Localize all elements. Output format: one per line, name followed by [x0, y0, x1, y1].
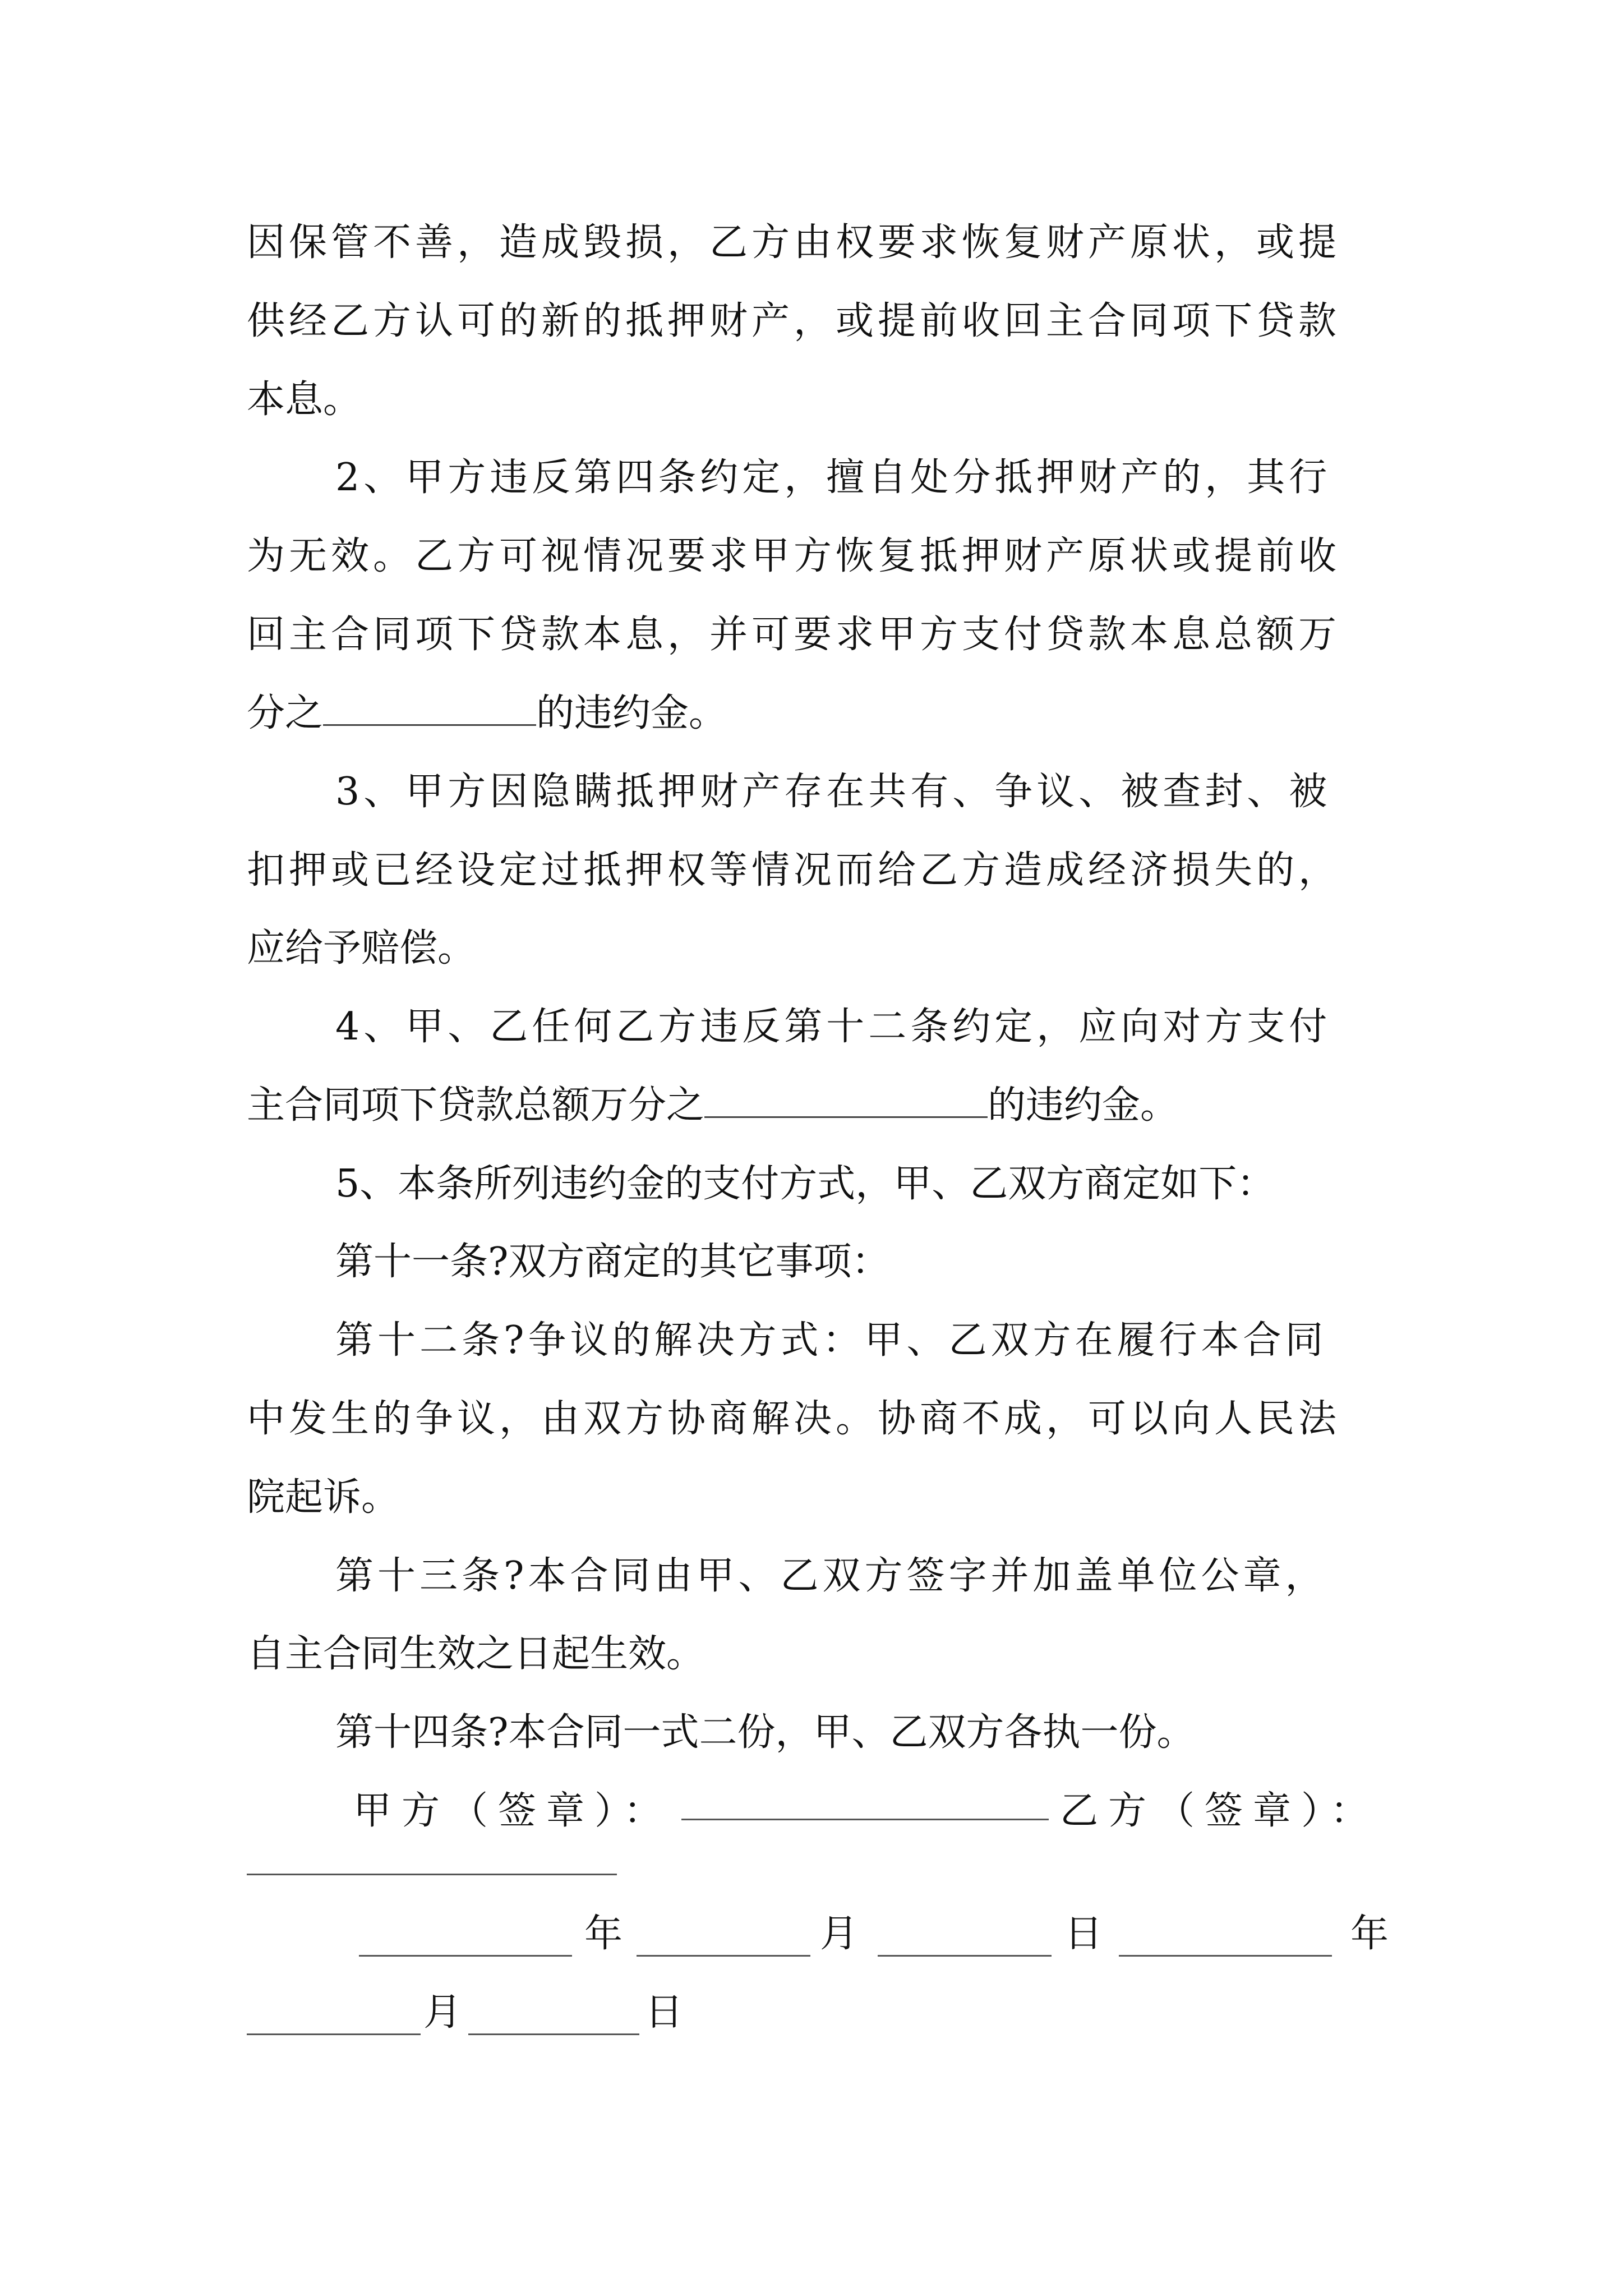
party-a-month-blank[interactable] [637, 1955, 810, 1957]
article-12-line: 中发生的争议，由双方协商解决。协商不成，可以向人民法 [247, 1397, 1341, 1441]
party-b-year-blank[interactable] [1119, 1955, 1332, 1957]
day-label: 日 [645, 1990, 684, 2035]
paragraph-line: 因保管不善，造成毁损，乙方由权要求恢复财产原状，或提 [247, 220, 1341, 265]
fill-in-blank[interactable] [323, 689, 536, 726]
article-12-line: 第十二条?争议的解决方式：甲、乙双方在履行本合同 [335, 1318, 1327, 1363]
paragraph-line [247, 685, 727, 742]
paragraph-line: 回主合同项下贷款本息，并可要求甲方支付贷款本息总额万 [247, 613, 1341, 657]
month-label: 月 [820, 1912, 859, 1956]
text-segment: 主合同项下贷款总额万分之 [247, 1083, 705, 1128]
text-segment: 的违约金。 [988, 1083, 1179, 1128]
paragraph-line: 2、甲方违反第四条约定，擅自处分抵押财产的，其行 [335, 455, 1331, 500]
article-12-line: 院起诉。 [247, 1475, 400, 1520]
text-segment: 的违约金。 [536, 691, 727, 735]
party-a-year-blank[interactable] [359, 1955, 572, 1957]
article-13-line: 第十三条?本合同由甲、乙双方签字并加盖单位公章， [335, 1554, 1327, 1598]
party-a-signature-field[interactable] [681, 1819, 1049, 1820]
day-label: 日 [1064, 1912, 1103, 1956]
party-a-signature-label: 甲方（签章）： [353, 1789, 672, 1833]
paragraph-line: 4、甲、乙任何乙方违反第十二条约定，应向对方支付 [335, 1005, 1331, 1049]
paragraph-line: 供经乙方认可的新的抵押财产，或提前收回主合同项下贷款 [247, 299, 1341, 343]
paragraph-line: 为无效。乙方可视情况要求甲方恢复抵押财产原状或提前收 [247, 534, 1341, 578]
paragraph-line [247, 1078, 1178, 1134]
year-label: 年 [584, 1912, 623, 1956]
party-a-day-blank[interactable] [878, 1955, 1052, 1957]
party-b-signature-field[interactable] [247, 1874, 617, 1875]
article-11: 第十一条?双方商定的其它事项： [335, 1240, 890, 1284]
article-13-line: 自主合同生效之日起生效。 [247, 1632, 705, 1676]
party-b-day-blank[interactable] [468, 2033, 639, 2035]
party-b-month-blank[interactable] [247, 2033, 421, 2035]
paragraph-line: 本息。 [247, 378, 362, 422]
year-label: 年 [1350, 1912, 1389, 1956]
fill-in-blank[interactable] [704, 1082, 988, 1118]
paragraph-line: 5、本条所列违约金的支付方式，甲、乙双方商定如下： [335, 1162, 1275, 1206]
article-14: 第十四条?本合同一式二份，甲、乙双方各执一份。 [335, 1710, 1195, 1755]
paragraph-line: 扣押或已经设定过抵押权等情况而给乙方造成经济损失的， [247, 848, 1341, 892]
month-label: 月 [423, 1990, 462, 2035]
text-segment: 分之 [247, 691, 324, 735]
party-b-signature-label: 乙方（签章）： [1060, 1789, 1379, 1833]
paragraph-line: 应给予赔偿。 [247, 926, 476, 970]
paragraph-line: 3、甲方因隐瞒抵押财产存在共有、争议、被查封、被 [335, 770, 1331, 814]
